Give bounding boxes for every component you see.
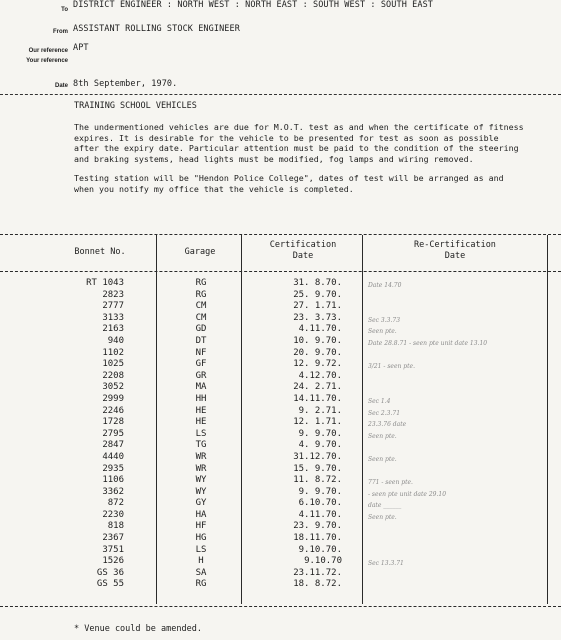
our-reference-label: Our reference xyxy=(28,48,68,54)
recertification-note-cell: Date 28.8.71 - seen pte unit date 13.10 xyxy=(368,339,488,347)
column-divider-4 xyxy=(547,235,548,604)
recertification-note-cell xyxy=(368,533,538,545)
bonnet-number-cell: 3133 xyxy=(102,312,124,323)
recertification-note-cell xyxy=(368,521,538,533)
certification-date-cell: 6.10.70. xyxy=(298,498,342,509)
recertification-note-cell: 771 - seen pte. xyxy=(368,479,413,487)
bonnet-number-cell: 2246 xyxy=(102,405,124,416)
certification-date-column xyxy=(272,278,342,591)
bonnet-number-column xyxy=(56,278,124,591)
recertification-note-cell: Sec 1.4 xyxy=(368,397,391,405)
certification-date-cell: 18. 8.72. xyxy=(293,579,342,590)
bonnet-number-cell: 1728 xyxy=(102,417,124,428)
column-divider-1 xyxy=(156,235,157,604)
paragraph-mot-test: The undermentioned vehicles are due for M.O.T. test as and when the certificate of fitness expires. It is desirable for the vehicle to be presented for test as soon as possible after the expiry date. Particular attention must be paid to the condition of the steering and braking systems, head lights must be modified, fog lamps and wiring removed. xyxy=(74,122,524,164)
garage-cell: WY xyxy=(195,486,207,497)
table-bottom-rule xyxy=(0,606,561,607)
garage-cell: WY xyxy=(195,475,207,486)
garage-cell: HE xyxy=(195,417,207,428)
bonnet-number-cell: 872 xyxy=(107,498,124,509)
header-certification-line1: Certification xyxy=(269,240,337,250)
bonnet-number-cell: 2823 xyxy=(102,289,124,300)
column-divider-2 xyxy=(241,235,242,604)
garage-cell: HH xyxy=(195,393,207,404)
bonnet-number-cell: 3052 xyxy=(102,382,124,393)
column-divider-3 xyxy=(362,235,363,604)
bonnet-number-cell: 2367 xyxy=(102,533,124,544)
certification-date-cell: 24. 2.71. xyxy=(293,382,342,393)
certification-date-cell: 9.10.70. xyxy=(298,544,342,555)
date-label: Date xyxy=(54,83,68,89)
bonnet-number-cell: 3751 xyxy=(102,544,124,555)
garage-cell: WR xyxy=(195,451,207,462)
certification-date-cell: 23. 9.70. xyxy=(293,521,342,532)
bonnet-number-cell: 2847 xyxy=(102,440,124,451)
garage-cell: SA xyxy=(195,567,207,578)
bonnet-number-cell: 2208 xyxy=(102,370,124,381)
certification-date-cell: 12. 1.71. xyxy=(293,417,342,428)
recertification-note-cell: Seen pte. xyxy=(368,513,397,521)
garage-cell: H xyxy=(198,556,204,567)
garage-cell: GR xyxy=(195,370,207,381)
bonnet-number-cell: 4440 xyxy=(102,451,124,462)
recertification-note-cell xyxy=(368,382,538,394)
certification-date-cell: 10. 9.70. xyxy=(293,335,342,346)
certification-date-cell: 12. 9.72. xyxy=(293,359,342,370)
header-garage: Garage xyxy=(184,247,216,257)
certification-date-cell: 9.10.70 xyxy=(304,556,342,567)
garage-column xyxy=(178,278,224,591)
header-recertification-date xyxy=(370,240,540,261)
paragraph-testing-station: Testing station will be "Hendon Police College", dates of test will be arranged as and when you notify my office that the vehicle is completed. xyxy=(74,173,504,194)
garage-cell: MA xyxy=(195,382,207,393)
garage-cell: LS xyxy=(195,428,207,439)
certification-date-cell: 15. 9.70. xyxy=(293,463,342,474)
garage-cell: HE xyxy=(195,405,207,416)
header-recertification-line1: Re-Certification xyxy=(414,240,496,250)
garage-cell: GY xyxy=(195,498,207,509)
recertification-note-cell: Sec 13.3.71 xyxy=(368,560,404,568)
to-label: To xyxy=(61,7,68,13)
bonnet-number-cell: RT 1043 xyxy=(86,278,124,288)
our-reference-value: APT xyxy=(73,43,89,53)
header-divider xyxy=(0,94,561,95)
garage-cell: RG xyxy=(195,278,207,288)
header-bonnet-no: Bonnet No. xyxy=(74,247,126,257)
table-top-rule xyxy=(0,234,561,235)
garage-cell: RG xyxy=(195,579,207,590)
garage-cell: DT xyxy=(195,335,207,346)
your-reference-label: Your reference xyxy=(26,58,68,64)
certification-date-cell: 4.11.70. xyxy=(298,324,342,335)
certification-date-cell: 23. 3.73. xyxy=(293,312,342,323)
bonnet-number-cell: 818 xyxy=(107,521,124,532)
certification-date-cell: 25. 9.70. xyxy=(293,289,342,300)
bonnet-number-cell: 2230 xyxy=(102,509,124,520)
recertification-note-cell: date ______ xyxy=(368,502,402,510)
recertification-note-cell: Date 14.70 xyxy=(368,282,402,289)
recertification-note-cell: Seen pte. xyxy=(368,328,397,336)
garage-cell: HA xyxy=(195,509,207,520)
garage-cell: HG xyxy=(195,533,207,544)
recertification-note-cell: Sec 3.3.73 xyxy=(368,316,401,324)
bonnet-number-cell: 1025 xyxy=(102,359,124,370)
recertification-note-cell: Seen pte. xyxy=(368,432,397,440)
garage-cell: RG xyxy=(195,289,207,300)
bonnet-number-cell: 2777 xyxy=(102,301,124,312)
garage-cell: GF xyxy=(195,359,207,370)
date-value: 8th September, 1970. xyxy=(73,79,178,89)
bonnet-number-cell: 1106 xyxy=(102,475,124,486)
to-value: DISTRICT ENGINEER : NORTH WEST : NORTH EAST : SOUTH WEST : SOUTH EAST xyxy=(73,0,434,10)
bonnet-number-cell: 3362 xyxy=(102,486,124,497)
garage-cell: NF xyxy=(195,347,207,358)
recertification-note-cell: - seen pte unit date 29.10 xyxy=(368,490,447,498)
bonnet-number-cell: 2795 xyxy=(102,428,124,439)
recertification-note-cell xyxy=(368,301,538,313)
certification-date-cell: 4. 9.70. xyxy=(298,440,342,451)
table-header-rule xyxy=(0,271,561,272)
certification-date-cell: 4.12.70. xyxy=(298,370,342,381)
subject-heading: TRAINING SCHOOL VEHICLES xyxy=(74,101,197,111)
recertification-note-cell xyxy=(368,579,538,591)
from-value: ASSISTANT ROLLING STOCK ENGINEER xyxy=(73,24,240,34)
garage-cell: HF xyxy=(195,521,207,532)
bonnet-number-cell: 1526 xyxy=(102,556,124,567)
certification-date-cell: 27. 1.71. xyxy=(293,301,342,312)
garage-cell: LS xyxy=(195,544,207,555)
certification-date-cell: 23.11.72. xyxy=(293,567,342,578)
certification-date-cell: 31.12.70. xyxy=(293,451,342,462)
certification-date-cell: 11. 8.72. xyxy=(293,475,342,486)
certification-date-cell: 31. 8.70. xyxy=(293,278,342,288)
header-certification-line2: Date xyxy=(292,250,314,261)
from-label: From xyxy=(53,29,68,35)
garage-cell: CM xyxy=(195,301,207,312)
garage-cell: CM xyxy=(195,312,207,323)
header-certification-date xyxy=(248,240,358,261)
garage-cell: TG xyxy=(195,440,207,451)
bonnet-number-cell: GS 36 xyxy=(96,567,124,578)
certification-date-cell: 4.11.70. xyxy=(298,509,342,520)
recertification-note-cell: 3/21 - seen pte. xyxy=(368,363,415,371)
certification-date-cell: 9. 9.70. xyxy=(298,486,342,497)
certification-date-cell: 14.11.70. xyxy=(293,393,342,404)
memo-body xyxy=(74,122,524,204)
certification-date-cell: 9. 9.70. xyxy=(298,428,342,439)
recertification-date-column xyxy=(368,278,538,591)
certification-date-cell: 18.11.70. xyxy=(293,533,342,544)
garage-cell: GD xyxy=(195,324,207,335)
recertification-note-cell: Sec 2.3.71 xyxy=(368,409,401,417)
bonnet-number-cell: 2999 xyxy=(102,393,124,404)
bonnet-number-cell: GS 55 xyxy=(96,579,124,590)
bonnet-number-cell: 940 xyxy=(107,335,124,346)
recertification-note-cell: 23.3.76 date xyxy=(368,421,407,429)
header-recertification-line2: Date xyxy=(444,250,466,261)
recertification-note-cell xyxy=(368,545,538,557)
bonnet-number-cell: 2163 xyxy=(102,324,124,335)
certification-date-cell: 9. 2.71. xyxy=(298,405,342,416)
certification-date-cell: 20. 9.70. xyxy=(293,347,342,358)
garage-cell: WR xyxy=(195,463,207,474)
bonnet-number-cell: 2935 xyxy=(102,463,124,474)
bonnet-number-cell: 1102 xyxy=(102,347,124,358)
footer-note: * Venue could be amended. xyxy=(74,624,202,634)
recertification-note-cell xyxy=(368,440,538,452)
recertification-note-cell: Seen pte. xyxy=(368,455,397,463)
